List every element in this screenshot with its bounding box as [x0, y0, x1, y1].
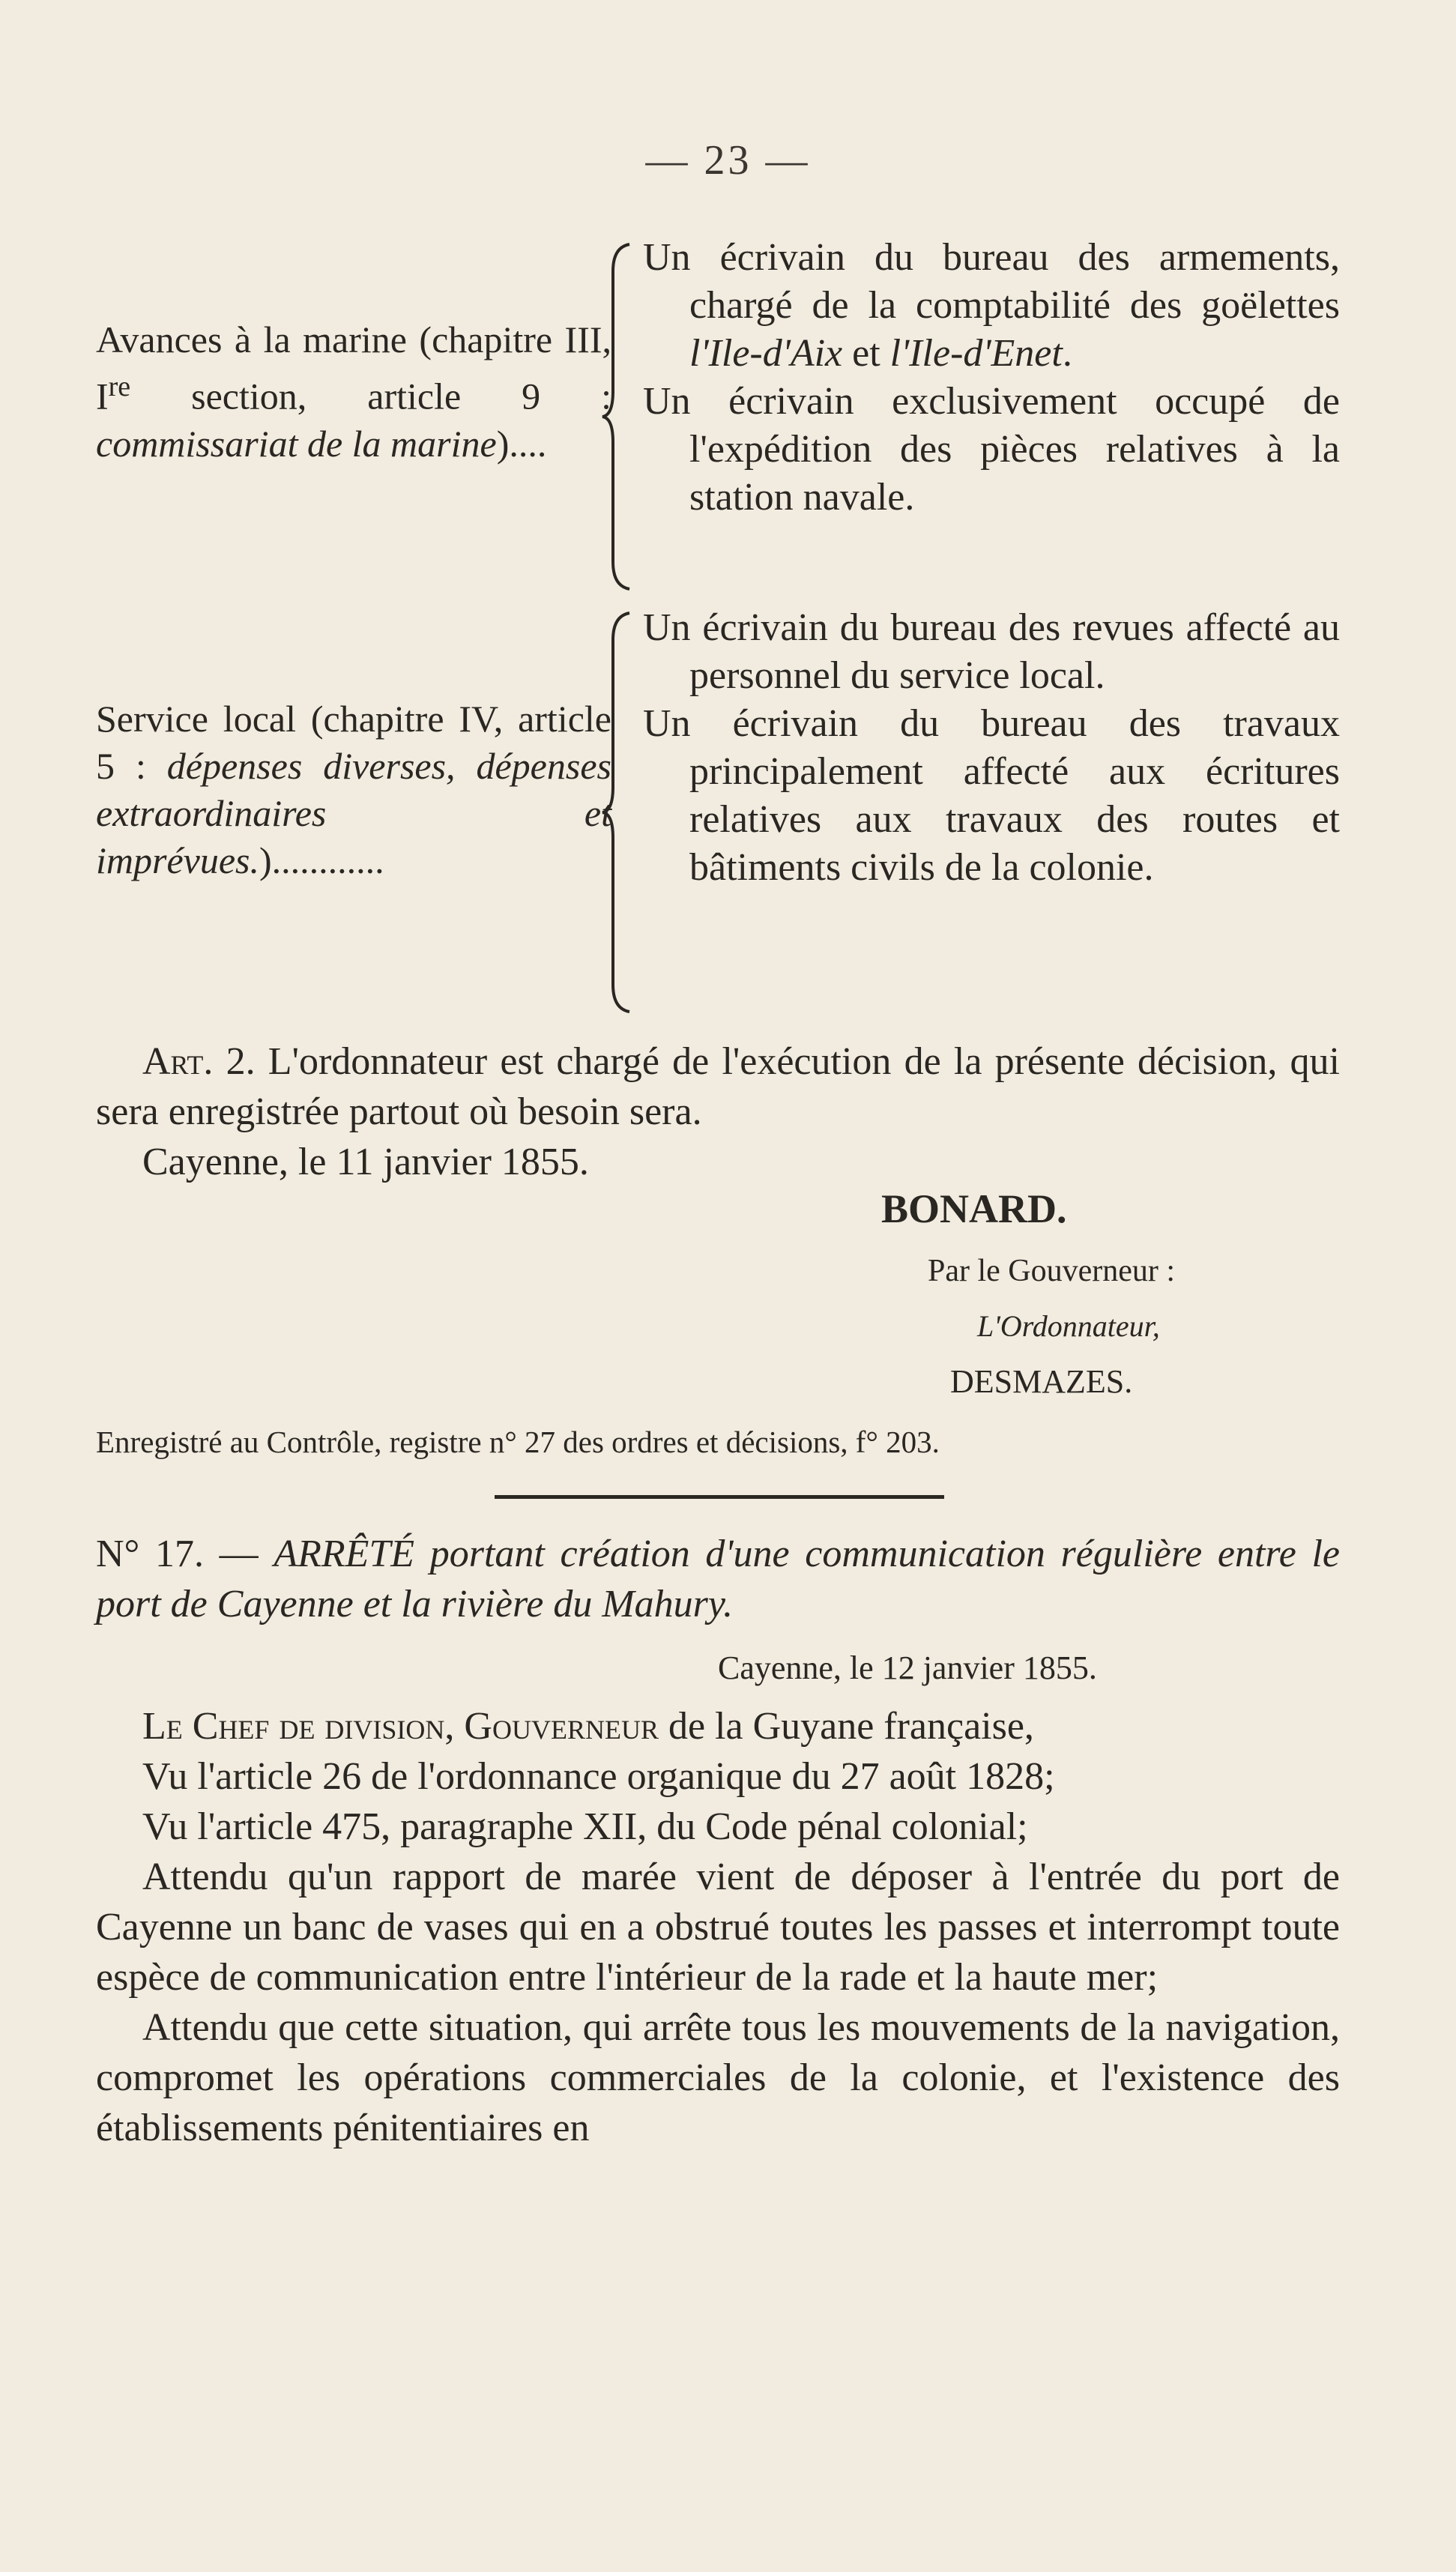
table-row1-entries: [643, 234, 1340, 522]
signature-ordonnateur: DESMAZES.: [950, 1363, 1133, 1400]
signature-governor: BONARD.: [881, 1186, 1067, 1231]
considerant-2: Vu l'article 475, paragraphe XII, du Code pénal colonial;: [142, 1805, 1028, 1848]
table-row2-entries: [643, 604, 1340, 892]
considerant-3: Attendu qu'un rapport de marée vient de déposer à l'entrée du port de Cayenne un banc de vases qui en a obstrué toutes les passes et interrompt toute espèce de communication entre l'intérieur de la rade et la haute mer;: [96, 1856, 1340, 1999]
arrete-heading: N° 17. — ARRÊTÉ portant création d'une communication régulière entre le port de Cayenne et la rivière du Mahury.: [96, 1533, 1340, 1625]
row1-entry-2: Un écrivain exclusivement occupé de l'expédition des pièces relatives à la station navale.: [643, 380, 1340, 519]
table-row1-label: Avances à la marine (chapitre III, Ire section, article 9 : commissariat de la marine)....: [96, 319, 611, 465]
arrete-date: Cayenne, le 12 janvier 1855.: [718, 1649, 1097, 1686]
registration-note: Enregistré au Contrôle, registre n° 27 des ordres et décisions, f° 203.: [96, 1425, 940, 1459]
separator-rule: [495, 1495, 944, 1499]
row2-entry-2: Un écrivain du bureau des travaux principalement affecté aux écritures relatives aux travaux des routes et bâtiments civils de la colonie.: [643, 702, 1340, 889]
article-2-date: Cayenne, le 11 janvier 1855.: [142, 1141, 589, 1183]
brace-row1: [599, 241, 634, 592]
table-row2-label: Service local (chapitre IV, article 5 : dépenses diverses, dépenses extraordinaires et imprévues.)............: [96, 698, 611, 881]
considerant-1: Vu l'article 26 de l'ordonnance organique du 27 août 1828;: [142, 1755, 1055, 1798]
page-number: — 23 —: [645, 137, 811, 184]
signature-role: L'Ordonnateur,: [977, 1309, 1160, 1343]
row1-entry-1: Un écrivain du bureau des armements, chargé de la comptabilité des goëlettes l'Ile-d'Aix et l'Ile-d'Enet.: [643, 236, 1340, 375]
arrete-body: Le Chef de division, Gouverneur de la Guyane française, Vu l'article 26 de l'ordonnance organique du 27 août 1828; Vu l'article 475, paragraphe XII, du Code pénal colonial; Attendu qu'un rapport de marée vient de déposer à l'entrée du port de Cayenne un banc de vases qui en a obstrué toutes les passes et interrompt toute espèce de communication entre l'intérieur de la rade et la haute mer; Attendu que cette situation, qui arrête tous les mouvements de la navigation, compromet les opérations commerciales de la colonie, et l'existence des établissements pénitentiaires en: [96, 1701, 1340, 2153]
brace-row2: [599, 610, 634, 1015]
row2-entry-1: Un écrivain du bureau des revues affecté au personnel du service local.: [643, 606, 1340, 697]
signature-par: Par le Gouverneur :: [928, 1254, 1176, 1288]
article-2: Art. 2. L'ordonnateur est chargé de l'exécution de la présente décision, qui sera enregistrée partout où besoin sera. Cayenne, le 11 janvier 1855.: [96, 1036, 1340, 1187]
considerant-4: Attendu que cette situation, qui arrête tous les mouvements de la navigation, compromet les opérations commerciales de la colonie, et l'existence des établissements pénitentiaires en: [96, 2006, 1340, 2149]
